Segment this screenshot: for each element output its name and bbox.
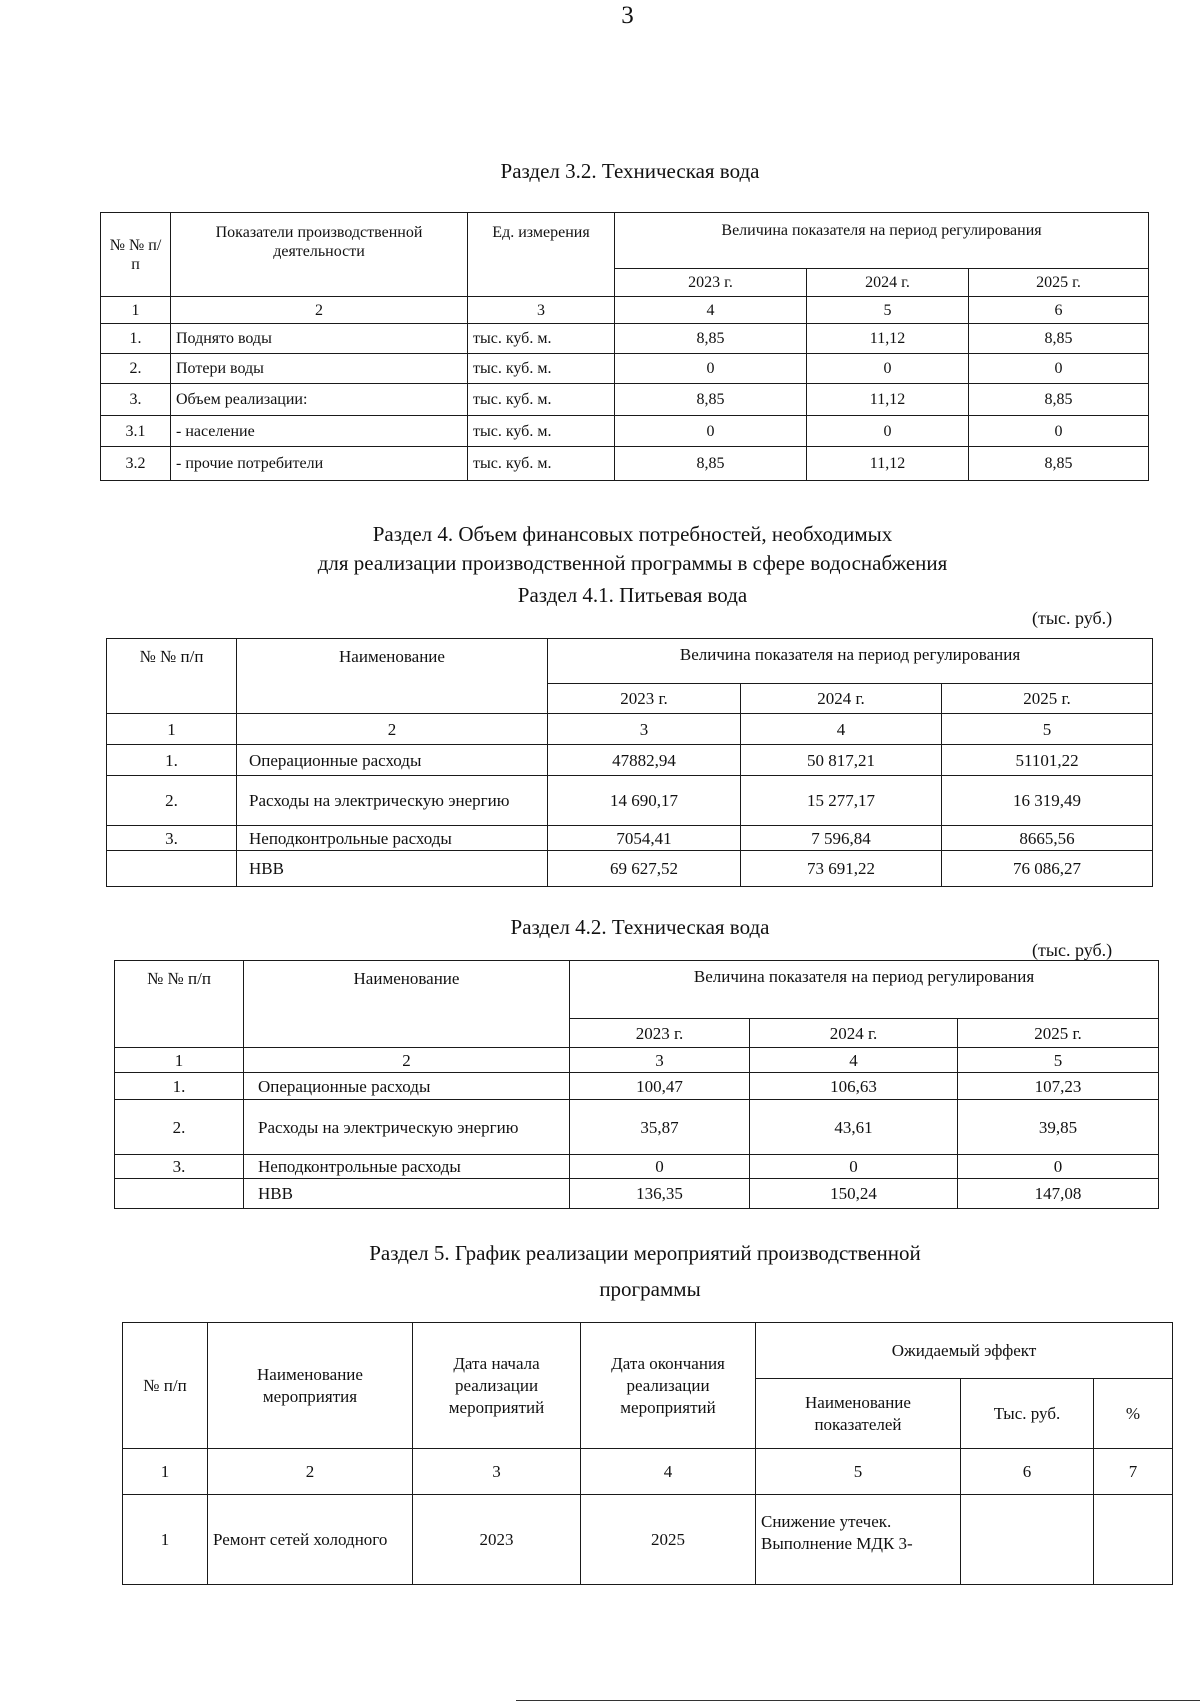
table-row — [115, 1073, 1159, 1100]
value-2024: 11,12 — [807, 447, 969, 481]
header-name: Наименование — [237, 639, 548, 714]
row-name: НВВ — [244, 1179, 570, 1209]
row-number — [107, 851, 237, 887]
table-row — [123, 1495, 1173, 1585]
column-number: 1 — [107, 714, 237, 745]
header-activity: Наименование мероприятия — [208, 1323, 413, 1449]
column-number: 4 — [750, 1048, 958, 1073]
header-year: 2024 г. — [750, 1019, 958, 1048]
row-unit: тыс. куб. м. — [468, 354, 615, 384]
header-end-date: Дата окончания реализации мероприятий — [581, 1323, 756, 1449]
section-4-1-title: Раздел 4.1. Питьевая вода — [517, 583, 748, 607]
table-row — [107, 851, 1153, 887]
value-2024: 73 691,22 — [741, 851, 942, 887]
table-row — [101, 447, 1149, 481]
value-2024: 15 277,17 — [741, 776, 942, 826]
value-2025: 8665,56 — [942, 826, 1153, 851]
row-name: Поднято воды — [171, 324, 468, 354]
page-number: 3 — [621, 2, 634, 29]
row-number: 3. — [101, 384, 171, 416]
value-2023: 8,85 — [615, 324, 807, 354]
column-number: 5 — [807, 297, 969, 324]
row-number: 3.2 — [101, 447, 171, 481]
table-row — [101, 416, 1149, 447]
table-technical-water-volumes — [100, 212, 1149, 481]
row-number: 2. — [101, 354, 171, 384]
row-effect: Снижение утечек. Выполнение МДК 3- — [756, 1495, 961, 1585]
column-number: 2 — [208, 1449, 413, 1495]
row-number: 1. — [115, 1073, 244, 1100]
table-row — [107, 745, 1153, 776]
header-year: 2023 г. — [615, 269, 807, 297]
value-2024: 0 — [750, 1155, 958, 1179]
row-unit: тыс. куб. м. — [468, 384, 615, 416]
value-2025: 0 — [969, 354, 1149, 384]
column-number: 3 — [570, 1048, 750, 1073]
row-name: Операционные расходы — [237, 745, 548, 776]
table-row — [115, 1100, 1159, 1155]
header-indicator: Показатели производственной деятельности — [171, 213, 468, 297]
column-number: 4 — [615, 297, 807, 324]
column-number: 5 — [756, 1449, 961, 1495]
column-number: 6 — [961, 1449, 1094, 1495]
row-number: 2. — [107, 776, 237, 826]
value-2024: 0 — [807, 354, 969, 384]
column-number: 4 — [741, 714, 942, 745]
header-start-date: Дата начала реализации мероприятий — [413, 1323, 581, 1449]
row-effect-percent — [1094, 1495, 1173, 1585]
table-row — [115, 1179, 1159, 1209]
header-year: 2023 г. — [570, 1019, 750, 1048]
row-name: Неподконтрольные расходы — [244, 1155, 570, 1179]
table-drinking-water-finance — [106, 638, 1153, 887]
row-number: 2. — [115, 1100, 244, 1155]
column-number: 1 — [115, 1048, 244, 1073]
row-unit: тыс. куб. м. — [468, 324, 615, 354]
value-2023: 100,47 — [570, 1073, 750, 1100]
header-num: № № п/п — [107, 639, 237, 714]
column-number: 3 — [468, 297, 615, 324]
value-2024: 7 596,84 — [741, 826, 942, 851]
header-effect-rub: Тыс. руб. — [961, 1379, 1094, 1449]
value-2023: 0 — [570, 1155, 750, 1179]
value-2025: 147,08 — [958, 1179, 1159, 1209]
value-2023: 7054,41 — [548, 826, 741, 851]
header-num: № № п/п — [101, 213, 171, 297]
value-2025: 39,85 — [958, 1100, 1159, 1155]
value-2024: 106,63 — [750, 1073, 958, 1100]
section-4-2-title: Раздел 4.2. Техническая вода — [510, 915, 770, 939]
header-year: 2024 г. — [741, 684, 942, 714]
table-row — [101, 324, 1149, 354]
value-2023: 8,85 — [615, 384, 807, 416]
section-5-title-line1: Раздел 5. График реализации мероприятий производственной — [369, 1241, 921, 1265]
value-2023: 35,87 — [570, 1100, 750, 1155]
value-2024: 11,12 — [807, 324, 969, 354]
row-unit: тыс. куб. м. — [468, 447, 615, 481]
row-effect-rub — [961, 1495, 1094, 1585]
value-2025: 107,23 — [958, 1073, 1159, 1100]
value-2023: 14 690,17 — [548, 776, 741, 826]
header-expected-effect: Ожидаемый эффект — [756, 1323, 1173, 1379]
column-number: 3 — [413, 1449, 581, 1495]
row-number: 3. — [107, 826, 237, 851]
column-number: 3 — [548, 714, 741, 745]
column-number: 6 — [969, 297, 1149, 324]
value-2024: 0 — [807, 416, 969, 447]
table-row — [107, 826, 1153, 851]
row-number: 1 — [123, 1495, 208, 1585]
row-end-date: 2025 — [581, 1495, 756, 1585]
value-2023: 136,35 — [570, 1179, 750, 1209]
header-year: 2024 г. — [807, 269, 969, 297]
unit-note: (тыс. руб.) — [1032, 940, 1113, 960]
table-row — [101, 384, 1149, 416]
header-num: № п/п — [123, 1323, 208, 1449]
row-unit: тыс. куб. м. — [468, 416, 615, 447]
row-name: Расходы на электрическую энергию — [237, 776, 548, 826]
column-number: 2 — [171, 297, 468, 324]
header-year: 2023 г. — [548, 684, 741, 714]
table-row — [115, 1155, 1159, 1179]
column-number: 5 — [958, 1048, 1159, 1073]
column-number: 5 — [942, 714, 1153, 745]
value-2025: 51101,22 — [942, 745, 1153, 776]
header-period: Величина показателя на период регулирования — [570, 961, 1159, 1019]
column-number: 2 — [237, 714, 548, 745]
header-effect-indicators: Наименование показателей — [756, 1379, 961, 1449]
row-name: - население — [171, 416, 468, 447]
value-2025: 16 319,49 — [942, 776, 1153, 826]
row-activity: Ремонт сетей холодного — [208, 1495, 413, 1585]
row-name: Расходы на электрическую энергию — [244, 1100, 570, 1155]
value-2025: 8,85 — [969, 447, 1149, 481]
value-2023: 0 — [615, 354, 807, 384]
row-name: - прочие потребители — [171, 447, 468, 481]
header-num: № № п/п — [115, 961, 244, 1048]
row-name: Операционные расходы — [244, 1073, 570, 1100]
value-2025: 0 — [958, 1155, 1159, 1179]
column-number: 2 — [244, 1048, 570, 1073]
row-start-date: 2023 — [413, 1495, 581, 1585]
value-2024: 150,24 — [750, 1179, 958, 1209]
header-period: Величина показателя на период регулирования — [548, 639, 1153, 684]
table-row — [107, 776, 1153, 826]
row-name: Объем реализации: — [171, 384, 468, 416]
value-2023: 47882,94 — [548, 745, 741, 776]
header-period: Величина показателя на период регулирования — [615, 213, 1149, 269]
value-2024: 11,12 — [807, 384, 969, 416]
value-2023: 0 — [615, 416, 807, 447]
value-2025: 8,85 — [969, 324, 1149, 354]
section-3-2-title: Раздел 3.2. Техническая вода — [500, 159, 760, 183]
row-number — [115, 1179, 244, 1209]
section-5-title-line2: программы — [599, 1277, 701, 1301]
row-number: 1. — [101, 324, 171, 354]
header-year: 2025 г. — [942, 684, 1153, 714]
header-year: 2025 г. — [958, 1019, 1159, 1048]
column-number: 4 — [581, 1449, 756, 1495]
value-2025: 0 — [969, 416, 1149, 447]
row-number: 1. — [107, 745, 237, 776]
header-effect-percent: % — [1094, 1379, 1173, 1449]
unit-note: (тыс. руб.) — [1032, 608, 1113, 628]
section-4-title-line1: Раздел 4. Объем финансовых потребностей, необходимых — [372, 522, 893, 546]
value-2025: 76 086,27 — [942, 851, 1153, 887]
value-2023: 69 627,52 — [548, 851, 741, 887]
row-number: 3. — [115, 1155, 244, 1179]
bottom-rule — [516, 1700, 1200, 1701]
header-name: Наименование — [244, 961, 570, 1048]
value-2023: 8,85 — [615, 447, 807, 481]
row-number: 3.1 — [101, 416, 171, 447]
header-unit: Ед. измерения — [468, 213, 615, 297]
column-number: 1 — [101, 297, 171, 324]
table-activity-schedule — [122, 1322, 1173, 1585]
table-row — [101, 354, 1149, 384]
value-2025: 8,85 — [969, 384, 1149, 416]
value-2024: 43,61 — [750, 1100, 958, 1155]
value-2024: 50 817,21 — [741, 745, 942, 776]
column-number: 7 — [1094, 1449, 1173, 1495]
row-name: Потери воды — [171, 354, 468, 384]
table-technical-water-finance — [114, 960, 1159, 1209]
section-4-title-line2: для реализации производственной программы в сфере водоснабжения — [317, 551, 948, 575]
header-year: 2025 г. — [969, 269, 1149, 297]
row-name: НВВ — [237, 851, 548, 887]
column-number: 1 — [123, 1449, 208, 1495]
row-name: Неподконтрольные расходы — [237, 826, 548, 851]
